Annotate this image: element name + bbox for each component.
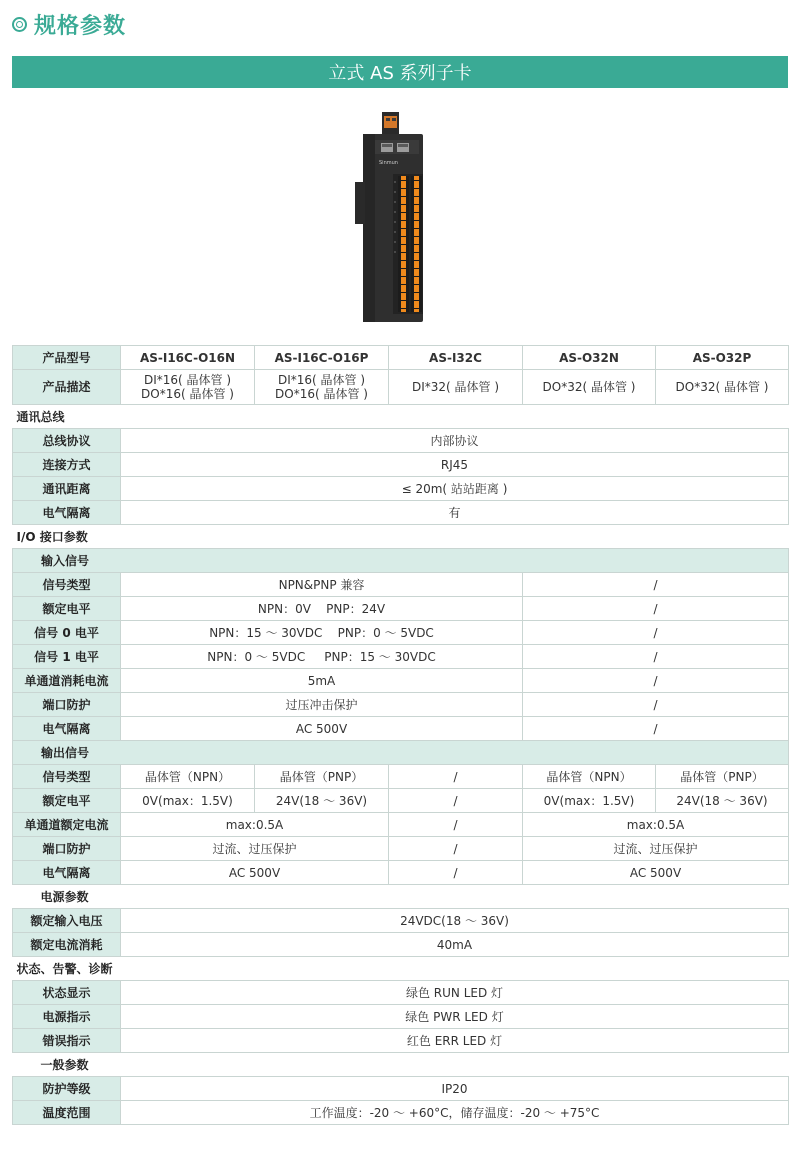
row-value: 晶体管（PNP） [255, 765, 389, 789]
spec-row [13, 717, 789, 741]
row-value: 工作温度：-20 ～ +60°C，储存温度：-20 ～ +75°C [121, 1101, 789, 1125]
row-value: / [523, 573, 789, 597]
spec-table [12, 345, 789, 1125]
row-value: NPN：15 ～ 30VDC PNP：0 ～ 5VDC [121, 621, 523, 645]
spec-row [13, 501, 789, 525]
row-value: 晶体管（NPN） [121, 765, 255, 789]
description-line: DI*16( 晶体管 ) [143, 373, 232, 387]
section-row [13, 405, 789, 429]
spec-row [13, 861, 789, 885]
row-label: 总线协议 [13, 429, 121, 453]
spec-row [13, 813, 789, 837]
row-value: / [389, 861, 523, 885]
description-cell: DO*32( 晶体管 ) [656, 370, 789, 405]
row-value: / [389, 765, 523, 789]
section-status: 状态、告警、诊断 [13, 957, 789, 981]
description-line: DI*16( 晶体管 ) [277, 373, 366, 387]
row-label: 温度范围 [13, 1101, 121, 1125]
section-row [13, 525, 789, 549]
spec-row [13, 909, 789, 933]
row-label: 连接方式 [13, 453, 121, 477]
row-label: 信号类型 [13, 573, 121, 597]
description-cell: DI*32( 晶体管 ) [389, 370, 523, 405]
section-row [13, 957, 789, 981]
description-cell [255, 370, 389, 405]
brand-logo-text: Sinmun [379, 160, 398, 166]
row-value: 24VDC(18 ～ 36V) [121, 909, 789, 933]
spec-row [13, 1029, 789, 1053]
row-value: / [389, 789, 523, 813]
row-value: 晶体管（PNP） [656, 765, 789, 789]
row-value: 过流、过压保护 [121, 837, 389, 861]
row-value: max:0.5A [121, 813, 389, 837]
row-label: 通讯距离 [13, 477, 121, 501]
row-value: 过压冲击保护 [121, 693, 523, 717]
row-value: / [389, 813, 523, 837]
row-label: 单通道额定电流 [13, 813, 121, 837]
description-row [13, 370, 789, 405]
row-value: / [523, 597, 789, 621]
description-label: 产品描述 [13, 370, 121, 405]
row-value: / [389, 837, 523, 861]
spec-row [13, 597, 789, 621]
row-value: 晶体管（NPN） [523, 765, 656, 789]
spec-row [13, 981, 789, 1005]
row-value: NPN：0 ～ 5VDC PNP：15 ～ 30VDC [121, 645, 523, 669]
description-cell: DO*32( 晶体管 ) [523, 370, 656, 405]
spec-row [13, 573, 789, 597]
row-label: 额定输入电压 [13, 909, 121, 933]
row-label: 信号 1 电平 [13, 645, 121, 669]
row-value: ≤ 20m( 站站距离 ) [121, 477, 789, 501]
row-value: 绿色 PWR LED 灯 [121, 1005, 789, 1029]
model-name: AS-O32P [656, 346, 789, 370]
row-value: 绿色 RUN LED 灯 [121, 981, 789, 1005]
spec-row [13, 693, 789, 717]
row-value: AC 500V [523, 861, 789, 885]
row-label: 电气隔离 [13, 717, 121, 741]
spec-row [13, 765, 789, 789]
spec-row [13, 669, 789, 693]
row-label: 防护等级 [13, 1077, 121, 1101]
row-label: 电气隔离 [13, 861, 121, 885]
row-value: NPN&PNP 兼容 [121, 573, 523, 597]
product-series-banner: 立式 AS 系列子卡 [12, 56, 788, 88]
spec-row [13, 933, 789, 957]
spec-row [13, 453, 789, 477]
model-name: AS-I16C-O16P [255, 346, 389, 370]
section-power: 电源参数 [13, 885, 789, 909]
section-general: 一般参数 [13, 1053, 789, 1077]
description-cell [121, 370, 255, 405]
section-row [13, 885, 789, 909]
row-value: 40mA [121, 933, 789, 957]
spec-row [13, 477, 789, 501]
io-module-photo [355, 112, 445, 324]
row-value: / [523, 669, 789, 693]
subsection-row [13, 549, 789, 573]
spec-row [13, 1077, 789, 1101]
row-value: 24V(18 ～ 36V) [656, 789, 789, 813]
row-value: 内部协议 [121, 429, 789, 453]
row-label: 端口防护 [13, 693, 121, 717]
row-value: max:0.5A [523, 813, 789, 837]
row-value: AC 500V [121, 717, 523, 741]
row-value: NPN：0V PNP：24V [121, 597, 523, 621]
row-label: 状态显示 [13, 981, 121, 1005]
row-value: 5mA [121, 669, 523, 693]
model-row [13, 346, 789, 370]
row-label: 额定电平 [13, 597, 121, 621]
spec-row [13, 621, 789, 645]
spec-row [13, 1101, 789, 1125]
row-value: AC 500V [121, 861, 389, 885]
description-line: DO*16( 晶体管 ) [141, 387, 234, 401]
section-row [13, 1053, 789, 1077]
section-comm: 通讯总线 [13, 405, 789, 429]
row-label: 电气隔离 [13, 501, 121, 525]
row-label: 额定电平 [13, 789, 121, 813]
description-line: DO*16( 晶体管 ) [275, 387, 368, 401]
row-value: 0V(max：1.5V) [121, 789, 255, 813]
row-label: 电源指示 [13, 1005, 121, 1029]
model-label: 产品型号 [13, 346, 121, 370]
row-label: 错误指示 [13, 1029, 121, 1053]
row-value: 红色 ERR LED 灯 [121, 1029, 789, 1053]
spec-row [13, 645, 789, 669]
row-value: / [523, 621, 789, 645]
circle-bullet-icon [12, 17, 27, 32]
spec-row [13, 429, 789, 453]
row-value: 有 [121, 501, 789, 525]
section-io: I/O 接口参数 [13, 525, 789, 549]
row-value: RJ45 [121, 453, 789, 477]
model-name: AS-I16C-O16N [121, 346, 255, 370]
section-title: 规格参数 [34, 13, 127, 39]
spec-row [13, 837, 789, 861]
row-label: 端口防护 [13, 837, 121, 861]
row-value: / [523, 693, 789, 717]
row-value: 24V(18 ～ 36V) [255, 789, 389, 813]
row-label: 额定电流消耗 [13, 933, 121, 957]
model-name: AS-I32C [389, 346, 523, 370]
row-label: 信号类型 [13, 765, 121, 789]
row-label: 单通道消耗电流 [13, 669, 121, 693]
row-label: 信号 0 电平 [13, 621, 121, 645]
subsection-row [13, 741, 789, 765]
subsection-input: 输入信号 [13, 549, 789, 573]
row-value: / [523, 645, 789, 669]
section-header [12, 8, 126, 40]
spec-row [13, 789, 789, 813]
spec-row [13, 1005, 789, 1029]
row-value: 0V(max：1.5V) [523, 789, 656, 813]
subsection-output: 输出信号 [13, 741, 789, 765]
row-value: IP20 [121, 1077, 789, 1101]
row-value: / [523, 717, 789, 741]
model-name: AS-O32N [523, 346, 656, 370]
row-value: 过流、过压保护 [523, 837, 789, 861]
